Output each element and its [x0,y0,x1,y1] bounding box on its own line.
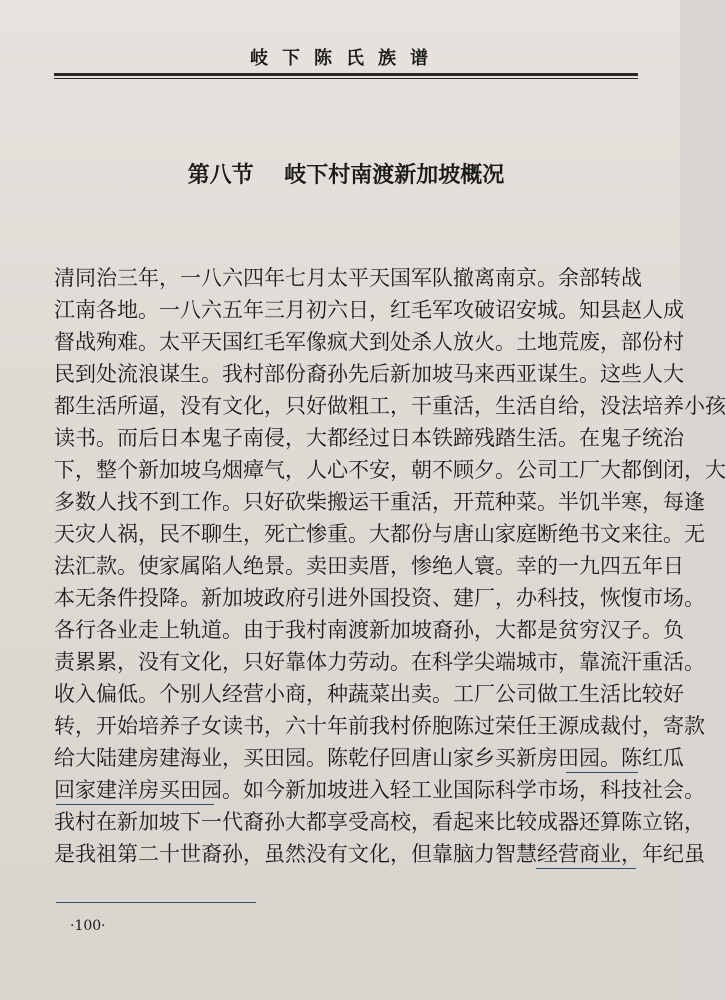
text-line: 转，开始培养子女读书，六十年前我村侨胞陈过荣任王源成裁付，寄款 [54,714,705,738]
text-line: 下，整个新加坡乌烟瘴气，人心不安，朝不顾夕。公司工厂大都倒闭，大 [54,458,726,482]
handwritten-underline [566,772,638,773]
text-line: 督战殉难。太平天国红毛军像疯犬到处杀人放火。土地荒废，部份村 [54,330,684,354]
running-header: 岐下陈氏族谱 [250,48,442,69]
text-line: 各行各业走上轨道。由于我村南渡新加坡裔孙，大都是贫穷汉子。负 [54,618,684,642]
page-number: ·100· [70,918,106,934]
text-line: 是我祖第二十世裔孙，虽然没有文化，但靠脑力智慧经营商业，年纪虽 [54,842,705,866]
text-line: 给大陆建房建海业，买田园。陈乾仔回唐山家乡买新房田园。陈红瓜 [54,746,684,770]
section-title: 第八节 岐下村南渡新加坡概况 [187,163,505,188]
handwritten-underline [56,804,214,805]
text-line: 天灾人祸，民不聊生，死亡惨重。大都份与唐山家庭断绝书文来往。无 [54,522,705,546]
text-line: 读书。而后日本鬼子南侵，大都经过日本铁蹄残踏生活。在鬼子统治 [54,426,684,450]
text-line: 本无条件投降。新加坡政府引进外国投资、建厂，办科技，恢愎市场。 [54,586,705,610]
text-line: 法汇款。使家属陷人绝景。卖田卖厝，惨绝人寰。幸的一九四五年日 [54,554,684,578]
text-line: 都生活所逼，没有文化，只好做粗工，干重活，生活自给，没法培养小孩 [54,394,726,418]
text-line: 清同治三年，一八六四年七月太平天国军队撤离南京。余部转战 [54,266,642,290]
text-line: 我村在新加坡下一代裔孙大都享受高校，看起来比较成器还算陈立铭， [54,810,705,834]
handwritten-underline [536,868,636,869]
text-line: 民到处流浪谋生。我村部份裔孙先后新加坡马来西亚谋生。这些人大 [54,362,684,386]
text-line: 多数人找不到工作。只好砍柴搬运干重活，开荒种菜。半饥半寒，每逢 [54,490,705,514]
body-text [54,262,726,870]
header-rule-thin [54,78,638,79]
handwritten-underline [56,902,256,903]
header-rule [54,73,638,76]
text-line: 回家建洋房买田园。如今新加坡进入轻工业国际科学市场，科技社会。 [54,778,705,802]
text-line: 责累累，没有文化，只好靠体力劳动。在科学尖端城市，靠流汗重活。 [54,650,705,674]
text-line: 江南各地。一八六五年三月初六日，红毛军攻破诏安城。知县赵人成 [54,298,684,322]
text-line: 收入偏低。个别人经营小商，种蔬菜出卖。工厂公司做工生活比较好 [54,682,684,706]
